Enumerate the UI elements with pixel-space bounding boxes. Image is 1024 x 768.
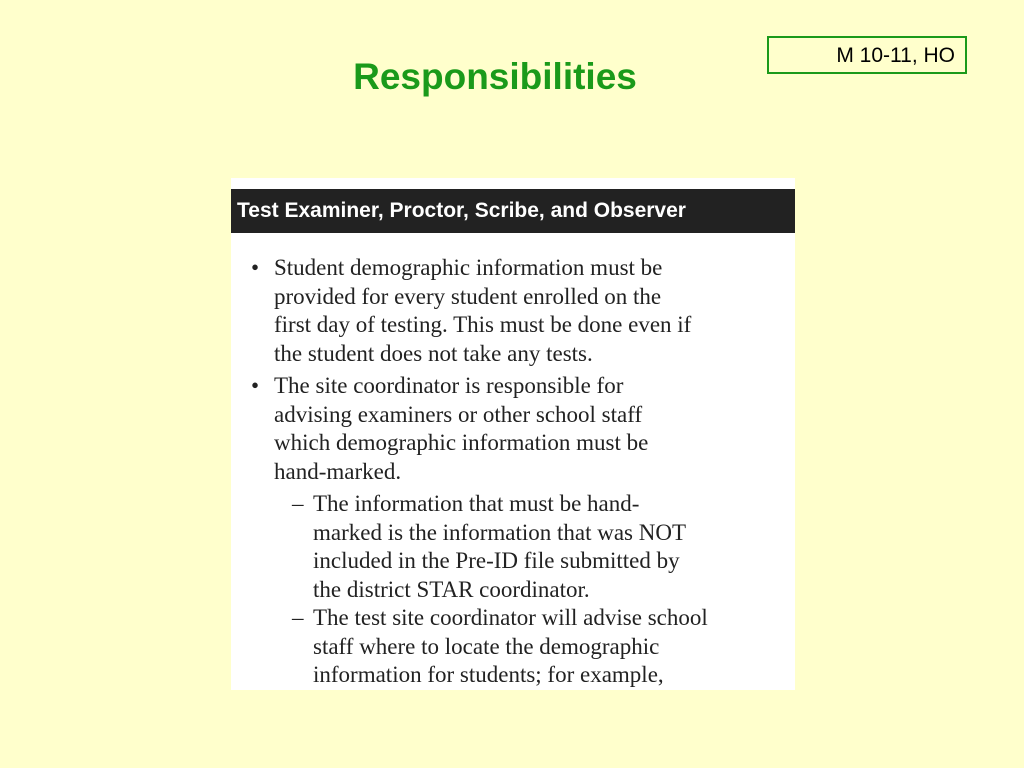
bullet-item xyxy=(231,372,795,690)
sub-bullet-text-line: information for students; for example, xyxy=(313,662,664,687)
bullet-text-line: the student does not take any tests. xyxy=(274,340,593,366)
sub-bullet-text-line: the district STAR coordinator. xyxy=(313,576,590,602)
dash-icon: – xyxy=(292,491,304,516)
excerpt-header: Test Examiner, Proctor, Scribe, and Observer xyxy=(231,189,795,233)
bullet-item xyxy=(231,254,795,368)
handout-code-box: M 10-11, HO xyxy=(767,36,967,74)
sub-bullet-text-line: marked is the information that was NOT xyxy=(313,519,687,545)
bullet-text-line: which demographic information must be xyxy=(274,430,649,455)
bullet-dot-icon: • xyxy=(251,373,260,398)
document-excerpt xyxy=(231,178,795,690)
bullet-dot-icon: • xyxy=(251,255,260,280)
bullet-text-line: Student demographic information must be xyxy=(274,255,663,280)
bullet-text-line: hand-marked. xyxy=(274,458,402,484)
sub-bullet-text-line: included in the Pre-ID file submitted by xyxy=(313,548,680,573)
sub-bullet-text-line: The test site coordinator will advise school xyxy=(313,605,708,630)
bullet-text-line: The site coordinator is responsible for xyxy=(274,373,624,398)
sub-bullet-item xyxy=(274,604,787,690)
slide-title: Responsibilities xyxy=(353,56,637,97)
sub-bullet-list xyxy=(274,490,787,690)
bullet-text-line: advising examiners or other school staff xyxy=(274,401,643,427)
sub-bullet-item xyxy=(274,490,787,604)
sub-bullet-text-line: staff where to locate the demographic xyxy=(313,633,660,659)
dash-icon: – xyxy=(292,605,304,630)
bullet-text-line: first day of testing. This must be done even if xyxy=(274,312,692,337)
sub-bullet-text-line: The information that must be hand- xyxy=(313,491,640,516)
bullet-list xyxy=(231,254,795,690)
bullet-text-line: provided for every student enrolled on the xyxy=(274,283,662,309)
